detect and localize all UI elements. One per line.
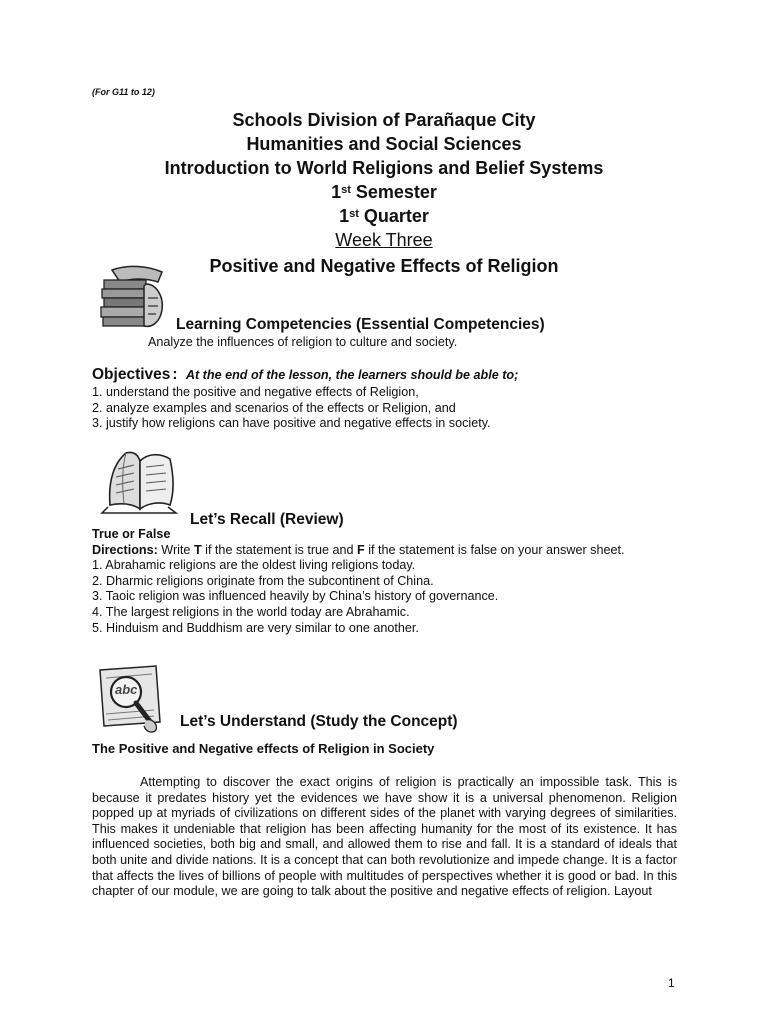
- abc-glyph: abc: [115, 682, 138, 697]
- list-item: 2. analyze examples and scenarios of the effects or Religion, and: [92, 400, 456, 415]
- document-header: [0, 108, 768, 278]
- list-item: 3. justify how religions can have positive and negative effects in society.: [92, 416, 491, 431]
- objectives-intro: At the end of the lesson, the learners should be able to;: [185, 368, 519, 382]
- open-book-icon: [98, 447, 184, 521]
- subject-title: Introduction to World Religions and Belief Systems: [164, 158, 604, 178]
- grade-tag: (For G11 to 12): [92, 87, 155, 97]
- list-item: 2. Dharmic religions originate from the subcontinent of China.: [92, 573, 434, 588]
- books-hand-icon: [98, 262, 168, 332]
- understand-subtitle: The Positive and Negative effects of Religion in Society: [92, 741, 435, 756]
- page-number: 1: [668, 976, 675, 990]
- understand-title: Let’s Understand (Study the Concept): [180, 713, 458, 730]
- lesson-topic: Positive and Negative Effects of Religion: [209, 256, 559, 276]
- list-item: 5. Hinduism and Buddhism are very similar to one another.: [92, 620, 419, 635]
- week-label: Week Three: [335, 230, 433, 250]
- strand-title: Humanities and Social Sciences: [246, 134, 522, 154]
- magnifier-icon: [96, 664, 166, 736]
- recall-directions: Directions: Write T if the statement is true and F if the statement is false on your answer sheet.: [92, 542, 625, 557]
- division-title: Schools Division of Parañaque City: [232, 110, 536, 130]
- list-item: 1. Abrahamic religions are the oldest living religions today.: [92, 558, 416, 573]
- quarter-line: 1st Quarter: [339, 206, 429, 226]
- recall-subtitle: True or False: [92, 527, 171, 541]
- recall-title: Let’s Recall (Review): [190, 511, 344, 528]
- competencies-title: Learning Competencies (Essential Competencies): [176, 316, 545, 333]
- recall-section: [92, 527, 682, 636]
- list-item: 1. understand the positive and negative effects of Religion,: [92, 385, 419, 399]
- competencies-text: Analyze the influences of religion to culture and society.: [148, 335, 458, 349]
- list-item: 4. The largest religions in the world today are Abrahamic.: [92, 604, 410, 619]
- objectives-heading: Objectives : At the end of the lesson, the learners should be able to;: [92, 366, 519, 383]
- objectives-list: [92, 385, 652, 432]
- semester-line: 1st Semester: [331, 182, 437, 202]
- list-item: 3. Taoic religion was influenced heavily by China’s history of governance.: [92, 589, 499, 604]
- body-paragraph: Attempting to discover the exact origins of religion is practically an impossible task. This is because it predates history yet the evidences we have show it is a universal phenomenon. Religion popped up at myriads of civilizations on different sides of the planet with varying degrees of similarities. This makes it undeniable that religion has been affecting humanity for the most of its existence. It has influenced societies, both big and small, and allowed them to rise and fall. It is a standard of ideals that both unite and divide nations. It is a concept that can both revolutionize and impede change. It is a factor that affects the lives of billions of people with multitudes of perspectives whether it is good or bad. In this chapter of our module, we are going to talk about the positive and negative effects of religion. Layout: [92, 775, 677, 899]
